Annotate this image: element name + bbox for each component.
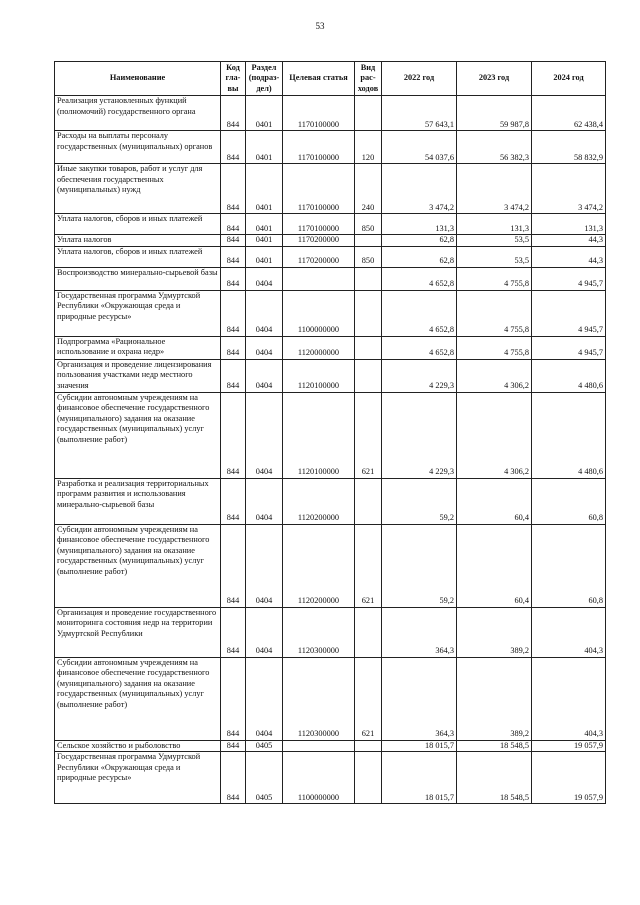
row-kod: 844 — [221, 524, 246, 607]
row-target: 1170200000 — [283, 246, 355, 267]
table-row — [55, 96, 606, 131]
row-2022: 4 652,8 — [382, 290, 457, 336]
row-2022: 3 474,2 — [382, 164, 457, 214]
row-razdel: 0404 — [246, 290, 283, 336]
row-vid: 621 — [355, 524, 382, 607]
row-kod: 844 — [221, 246, 246, 267]
row-kod: 844 — [221, 267, 246, 290]
row-2023: 4 306,2 — [457, 359, 532, 392]
table-row — [55, 246, 606, 267]
row-kod: 844 — [221, 96, 246, 131]
row-2024: 3 474,2 — [532, 164, 606, 214]
row-razdel: 0401 — [246, 235, 283, 247]
table-row — [55, 290, 606, 336]
row-2022: 364,3 — [382, 607, 457, 657]
row-vid — [355, 290, 382, 336]
row-2022: 54 037,6 — [382, 131, 457, 164]
row-vid — [355, 235, 382, 247]
header-row — [55, 62, 606, 96]
row-kod: 844 — [221, 740, 246, 752]
table-row — [55, 752, 606, 804]
row-2022: 59,2 — [382, 524, 457, 607]
row-name: Субсидии автономным учреждениям на финансовое обеспечение государственного (муниципального) задания на оказание государственных (муниципальных) услуг (выполнение работ) — [55, 392, 221, 478]
row-target: 1120100000 — [283, 359, 355, 392]
row-name: Уплата налогов, сборов и иных платежей — [55, 246, 221, 267]
row-2023: 53,5 — [457, 235, 532, 247]
row-name: Уплата налогов, сборов и иных платежей — [55, 214, 221, 235]
row-vid — [355, 96, 382, 131]
row-vid — [355, 607, 382, 657]
row-razdel: 0401 — [246, 246, 283, 267]
row-2023: 60,4 — [457, 478, 532, 524]
table-row — [55, 235, 606, 247]
row-2024: 4 945,7 — [532, 290, 606, 336]
row-kod: 844 — [221, 607, 246, 657]
table-row — [55, 164, 606, 214]
row-2023: 53,5 — [457, 246, 532, 267]
row-vid — [355, 359, 382, 392]
row-vid — [355, 478, 382, 524]
row-target: 1170100000 — [283, 131, 355, 164]
row-target: 1120000000 — [283, 336, 355, 359]
row-target: 1120200000 — [283, 524, 355, 607]
row-name: Иные закупки товаров, работ и услуг для обеспечения государственных (муниципальных) нужд — [55, 164, 221, 214]
row-kod: 844 — [221, 235, 246, 247]
row-name: Организация и проведение лицензирования пользования участками недр местного значения — [55, 359, 221, 392]
row-kod: 844 — [221, 290, 246, 336]
budget-table — [54, 61, 606, 804]
header-name: Наименование — [55, 62, 221, 96]
row-razdel: 0404 — [246, 607, 283, 657]
row-2022: 4 229,3 — [382, 392, 457, 478]
table-row — [55, 359, 606, 392]
row-2024: 44,3 — [532, 235, 606, 247]
row-kod: 844 — [221, 164, 246, 214]
row-target: 1120200000 — [283, 478, 355, 524]
row-name: Расходы на выплаты персоналу государственных (муниципальных) органов — [55, 131, 221, 164]
row-kod: 844 — [221, 478, 246, 524]
row-2022: 18 015,7 — [382, 752, 457, 804]
row-razdel: 0401 — [246, 214, 283, 235]
row-2022: 59,2 — [382, 478, 457, 524]
row-2024: 4 945,7 — [532, 336, 606, 359]
row-2023: 4 755,8 — [457, 290, 532, 336]
row-razdel: 0404 — [246, 524, 283, 607]
row-2024: 58 832,9 — [532, 131, 606, 164]
table-row — [55, 657, 606, 740]
row-2023: 18 548,5 — [457, 752, 532, 804]
row-kod: 844 — [221, 336, 246, 359]
row-kod: 844 — [221, 392, 246, 478]
row-2022: 62,8 — [382, 235, 457, 247]
row-vid: 621 — [355, 657, 382, 740]
row-razdel: 0404 — [246, 336, 283, 359]
table-row — [55, 392, 606, 478]
table-row — [55, 740, 606, 752]
row-name: Реализация установленных функций (полномочий) государственного органа — [55, 96, 221, 131]
row-2023: 3 474,2 — [457, 164, 532, 214]
header-2023: 2023 год — [457, 62, 532, 96]
table-row — [55, 267, 606, 290]
row-target: 1100000000 — [283, 290, 355, 336]
row-2024: 60,8 — [532, 478, 606, 524]
row-2024: 44,3 — [532, 246, 606, 267]
row-name: Организация и проведение государственного мониторинга состояния недр на территории Удмуртской Республики — [55, 607, 221, 657]
row-vid — [355, 752, 382, 804]
row-vid — [355, 336, 382, 359]
row-razdel: 0401 — [246, 96, 283, 131]
row-kod: 844 — [221, 214, 246, 235]
table-row — [55, 131, 606, 164]
row-vid — [355, 267, 382, 290]
row-kod: 844 — [221, 131, 246, 164]
row-2022: 57 643,1 — [382, 96, 457, 131]
row-name: Субсидии автономным учреждениям на финансовое обеспечение государственного (муниципального) задания на оказание государственных (муниципальных) услуг (выполнение работ) — [55, 524, 221, 607]
row-target: 1170100000 — [283, 214, 355, 235]
row-razdel: 0405 — [246, 740, 283, 752]
row-2024: 4 480,6 — [532, 392, 606, 478]
row-2023: 56 382,3 — [457, 131, 532, 164]
row-target: 1100000000 — [283, 752, 355, 804]
table-row — [55, 524, 606, 607]
row-2023: 389,2 — [457, 607, 532, 657]
row-vid: 240 — [355, 164, 382, 214]
row-kod: 844 — [221, 752, 246, 804]
row-kod: 844 — [221, 657, 246, 740]
row-2024: 60,8 — [532, 524, 606, 607]
row-2024: 4 480,6 — [532, 359, 606, 392]
row-2023: 389,2 — [457, 657, 532, 740]
row-razdel: 0401 — [246, 131, 283, 164]
row-target: 1120300000 — [283, 607, 355, 657]
row-razdel: 0404 — [246, 359, 283, 392]
row-razdel: 0405 — [246, 752, 283, 804]
row-2023: 59 987,8 — [457, 96, 532, 131]
row-2024: 404,3 — [532, 607, 606, 657]
row-target: 1170100000 — [283, 96, 355, 131]
row-vid: 850 — [355, 214, 382, 235]
table-row — [55, 336, 606, 359]
table-row — [55, 478, 606, 524]
row-2022: 18 015,7 — [382, 740, 457, 752]
row-target: 1120300000 — [283, 657, 355, 740]
row-vid: 120 — [355, 131, 382, 164]
row-name: Подпрограмма «Рациональное использование и охрана недр» — [55, 336, 221, 359]
row-2024: 4 945,7 — [532, 267, 606, 290]
row-2022: 4 229,3 — [382, 359, 457, 392]
row-2024: 404,3 — [532, 657, 606, 740]
row-2024: 19 057,9 — [532, 740, 606, 752]
row-vid: 621 — [355, 392, 382, 478]
row-target: 1170200000 — [283, 235, 355, 247]
row-kod: 844 — [221, 359, 246, 392]
row-2022: 364,3 — [382, 657, 457, 740]
header-2022: 2022 год — [382, 62, 457, 96]
row-2023: 4 306,2 — [457, 392, 532, 478]
header-razdel: Раздел (подраз- дел) — [246, 62, 283, 96]
table-row — [55, 607, 606, 657]
row-target — [283, 267, 355, 290]
row-razdel: 0404 — [246, 392, 283, 478]
row-name: Государственная программа Удмуртской Республики «Окружающая среда и природные ресурсы» — [55, 290, 221, 336]
row-razdel: 0404 — [246, 657, 283, 740]
row-2023: 18 548,5 — [457, 740, 532, 752]
row-razdel: 0404 — [246, 267, 283, 290]
row-target — [283, 740, 355, 752]
header-kod: Код гла- вы — [221, 62, 246, 96]
row-razdel: 0401 — [246, 164, 283, 214]
row-vid: 850 — [355, 246, 382, 267]
header-target: Целевая статья — [283, 62, 355, 96]
row-name: Разработка и реализация территориальных программ развития и использования минерально-сырьевой базы — [55, 478, 221, 524]
table-row — [55, 214, 606, 235]
row-2022: 4 652,8 — [382, 267, 457, 290]
row-2023: 60,4 — [457, 524, 532, 607]
row-name: Государственная программа Удмуртской Республики «Окружающая среда и природные ресурсы» — [55, 752, 221, 804]
row-razdel: 0404 — [246, 478, 283, 524]
header-vid: Вид рас- ходов — [355, 62, 382, 96]
row-2023: 4 755,8 — [457, 336, 532, 359]
row-2023: 4 755,8 — [457, 267, 532, 290]
row-name: Уплата налогов — [55, 235, 221, 247]
row-name: Сельское хозяйство и рыболовство — [55, 740, 221, 752]
row-target: 1170100000 — [283, 164, 355, 214]
row-vid — [355, 740, 382, 752]
row-2022: 62,8 — [382, 246, 457, 267]
row-2022: 131,3 — [382, 214, 457, 235]
row-name: Воспроизводство минерально-сырьевой базы — [55, 267, 221, 290]
header-2024: 2024 год — [532, 62, 606, 96]
row-name: Субсидии автономным учреждениям на финансовое обеспечение государственного (муниципального) задания на оказание государственных (муниципальных) услуг (выполнение работ) — [55, 657, 221, 740]
row-2024: 62 438,4 — [532, 96, 606, 131]
row-2023: 131,3 — [457, 214, 532, 235]
row-target: 1120100000 — [283, 392, 355, 478]
row-2022: 4 652,8 — [382, 336, 457, 359]
page-number: 53 — [315, 21, 325, 31]
row-2024: 131,3 — [532, 214, 606, 235]
row-2024: 19 057,9 — [532, 752, 606, 804]
